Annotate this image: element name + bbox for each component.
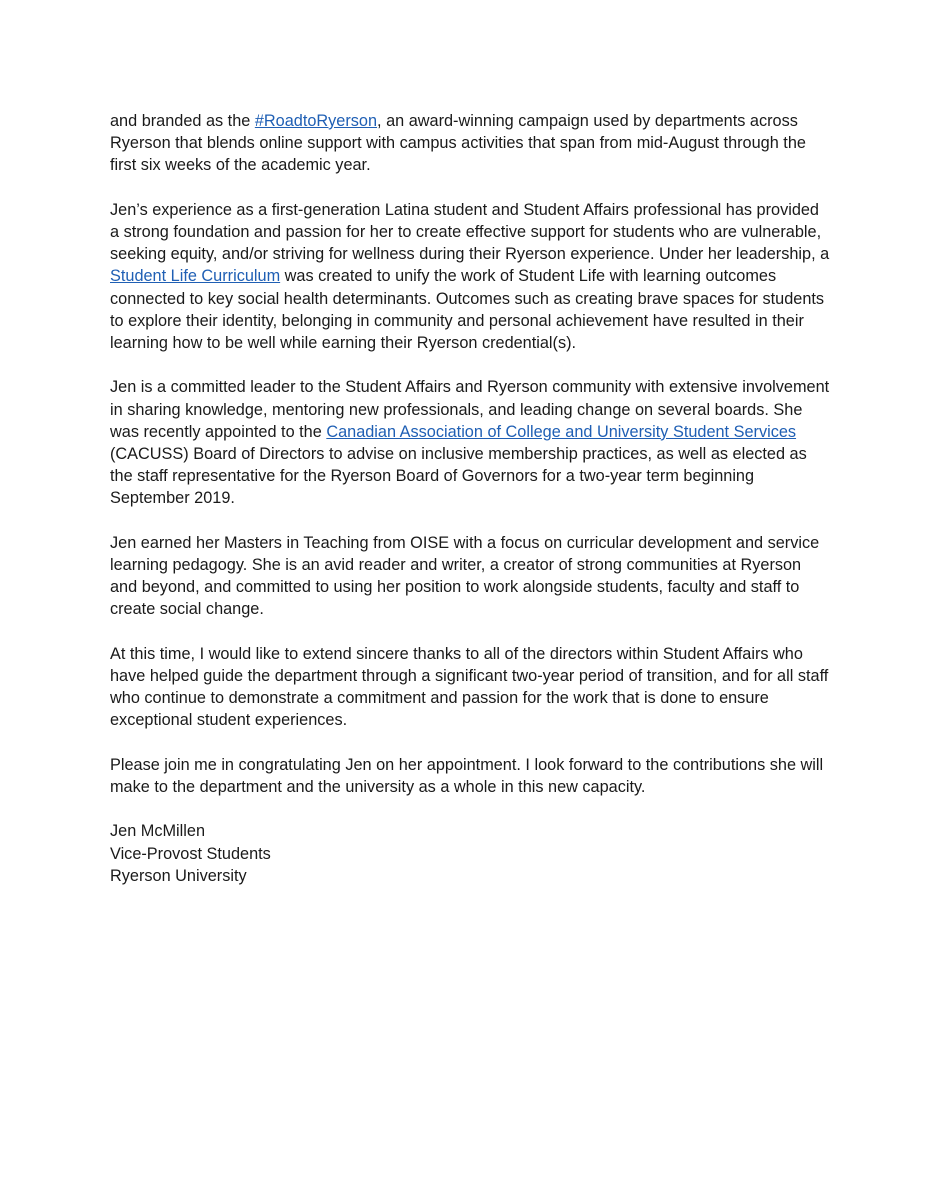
letter-body [110,110,830,887]
paragraph-text: Jen’s experience as a first-generation Latina student and Student Affairs professional has provided a strong foundation and passion for her to create effective support for students who are vulnerable, seeking equity, and/or striving for wellness during their Ryerson experience. Under her leadership, a [110,200,830,264]
paragraph-leadership [110,376,830,509]
paragraph-education: Jen earned her Masters in Teaching from OISE with a focus on curricular development and service learning pedagogy. She is an avid reader and writer, a creator of strong communities at Ryerson and beyond, and committed to using her position to work alongside students, faculty and staff to create social change. [110,533,820,619]
student-life-curriculum-link[interactable]: Student Life Curriculum [110,267,281,286]
paragraph-roadtoryerson [110,110,830,177]
paragraph-text: was created to unify the work of Student Life with learning outcomes connected to key social health determinants. Outcomes such as creating brave spaces for students to explore their identity, belonging in community and personal achievement have resulted in their learning how to be well while earning their Ryerson credential(s). [110,267,825,353]
signature-block [110,820,830,887]
paragraph-text: and branded as the [110,112,255,130]
signature-organization: Ryerson University [110,866,247,885]
signature-title: Vice-Provost Students [110,844,271,863]
paragraph-thanks: At this time, I would like to extend sincere thanks to all of the directors within Student Affairs who have helped guide the department through a significant two-year period of transition, and for all staff who continue to demonstrate a commitment and passion for the work that is done to ensure exceptional student experiences. [110,644,829,730]
signature-name: Jen McMillen [110,822,206,841]
paragraph-experience [110,199,830,354]
cacuss-link[interactable]: Canadian Association of College and University Student Services [326,422,797,441]
roadtoryerson-hashtag-link[interactable]: #RoadtoRyerson [254,112,378,130]
paragraph-text: , an award-winning campaign used by departments across Ryerson that blends online support with campus activities that span from mid-August through the first six weeks of the academic year. [110,112,806,175]
paragraph-text: Jen is a committed leader to the Student Affairs and Ryerson community with extensive involvement in sharing knowledge, mentoring new professionals, and leading change on several boards. She was recently appointed to the [110,378,830,441]
paragraph-congratulations: Please join me in congratulating Jen on her appointment. I look forward to the contributions she will make to the department and the university as a whole in this new capacity. [110,755,824,797]
paragraph-text: (CACUSS) Board of Directors to advise on inclusive membership practices, as well as elected as the staff representative for the Ryerson Board of Governors for a two-year term beginning September 2019. [110,445,807,508]
